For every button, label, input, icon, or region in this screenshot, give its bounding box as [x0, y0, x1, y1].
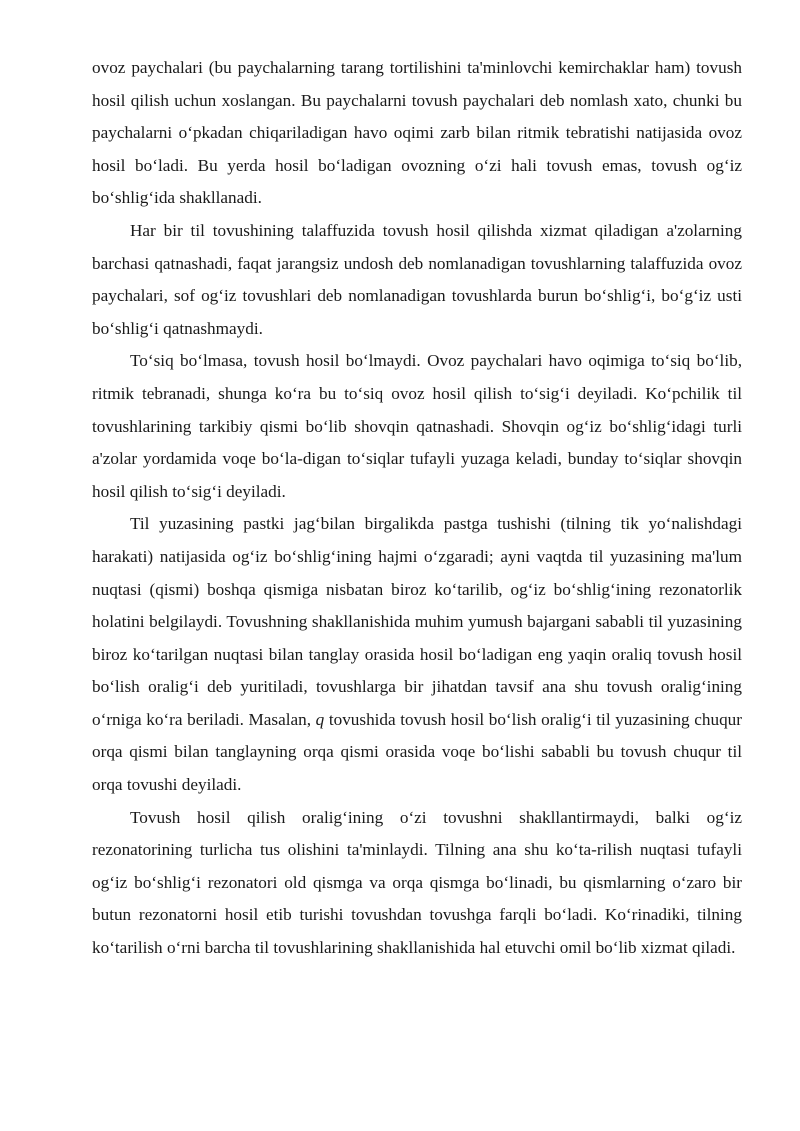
- paragraph-2: Har bir til tovushining talaffuzida tovush hosil qilishda xizmat qiladigan a'zolarning barchasi qatnashadi, faqat jarangsiz undosh deb nomlanadigan tovushlarning talaffuzida ovoz paychalari, sof og‘iz tovushlari deb nomlanadigan tovushlarda burun bo‘shlig‘i, bo‘g‘iz usti bo‘shlig‘i qatnashmaydi.: [92, 220, 742, 338]
- paragraph-3: To‘siq bo‘lmasa, tovush hosil bo‘lmaydi. Ovoz paychalari havo oqimiga to‘siq bo‘lib, ritmik tebranadi, shunga ko‘ra bu to‘siq ovoz hosil qilish to‘sig‘i deyiladi. Ko‘pchilik til tovushlarining tarkibiy qismi bo‘lib shovqin qatnashadi. Shovqin og‘iz bo‘shlig‘idagi turli a'zolar yordamida voqe bo‘la-digan to‘siqlar tufayli yuzaga keladi, bunday to‘siqlar shovqin hosil qilish to‘sig‘i deyiladi.: [92, 351, 742, 501]
- paragraph-4-text-after: tovushida tovush hosil bo‘lish oralig‘i til yuzasining chuqur orqa qismi bilan tanglayning orqa qismi orasida voqe bo‘lishi sababli bu tovush chuqur til orqa tovushi deyiladi.: [92, 709, 742, 795]
- paragraph-1: ovoz paychalari (bu paychalarning tarang tortilishini ta'minlovchi kemirchaklar ham) tovush hosil qilish uchun xoslangan. Bu paychalarni tovush paychalari deb nomlash xato, chunki bu paychalarni o‘pkadan chiqariladigan havo oqimi zarb bilan ritmik tebratishi natijasida ovoz hosil bo‘ladi. Bu yerda hosil bo‘ladigan ovozning o‘zi hali tovush emas, tovush og‘iz bo‘shlig‘ida shakllanadi.: [92, 58, 742, 208]
- paragraph-4-italic-term: q: [315, 709, 325, 729]
- document-body: [92, 52, 742, 965]
- paragraph-4-text-before: Til yuzasining pastki jag‘bilan birgalikda pastga tushishi (tilning tik yo‘nalishdagi harakati) natijasida og‘iz bo‘shlig‘ining hajmi o‘zgaradi; ayni vaqtda til yuzasining ma'lum nuqtasi (qismi) boshqa qismiga nisbatan biroz ko‘tarilib, og‘iz bo‘shlig‘ining rezonatorlik holatini belgilaydi. Tovushning shakllanishida muhim yumush bajargani sababli til yuzasining biroz ko‘tarilgan nuqtasi bilan tanglay orasida hosil bo‘ladigan eng yaqin oraliq tovush hosil bo‘lish oralig‘i deb yuritiladi, tovushlarga bir jihatdan tavsif ana shu tovush oralig‘ining o‘rniga ko‘ra beriladi. Masalan,: [92, 514, 742, 729]
- paragraph-4: [92, 508, 742, 801]
- paragraph-5: Tovush hosil qilish oralig‘ining o‘zi tovushni shakllantirmaydi, balki og‘iz rezonatorining turlicha tus olishini ta'minlaydi. Tilning ana shu ko‘ta-rilish nuqtasi tufayli og‘iz bo‘shlig‘i rezonatori old qismga va orqa qismga bo‘linadi, bu qismlarning o‘zaro bir butun rezonatorni hosil etib turishi tovushdan tovushga farqli bo‘ladi. Ko‘rinadiki, tilning ko‘tarilish o‘rni barcha til tovushlarining shakllanishida hal etuvchi omil bo‘lib xizmat qiladi.: [92, 807, 742, 958]
